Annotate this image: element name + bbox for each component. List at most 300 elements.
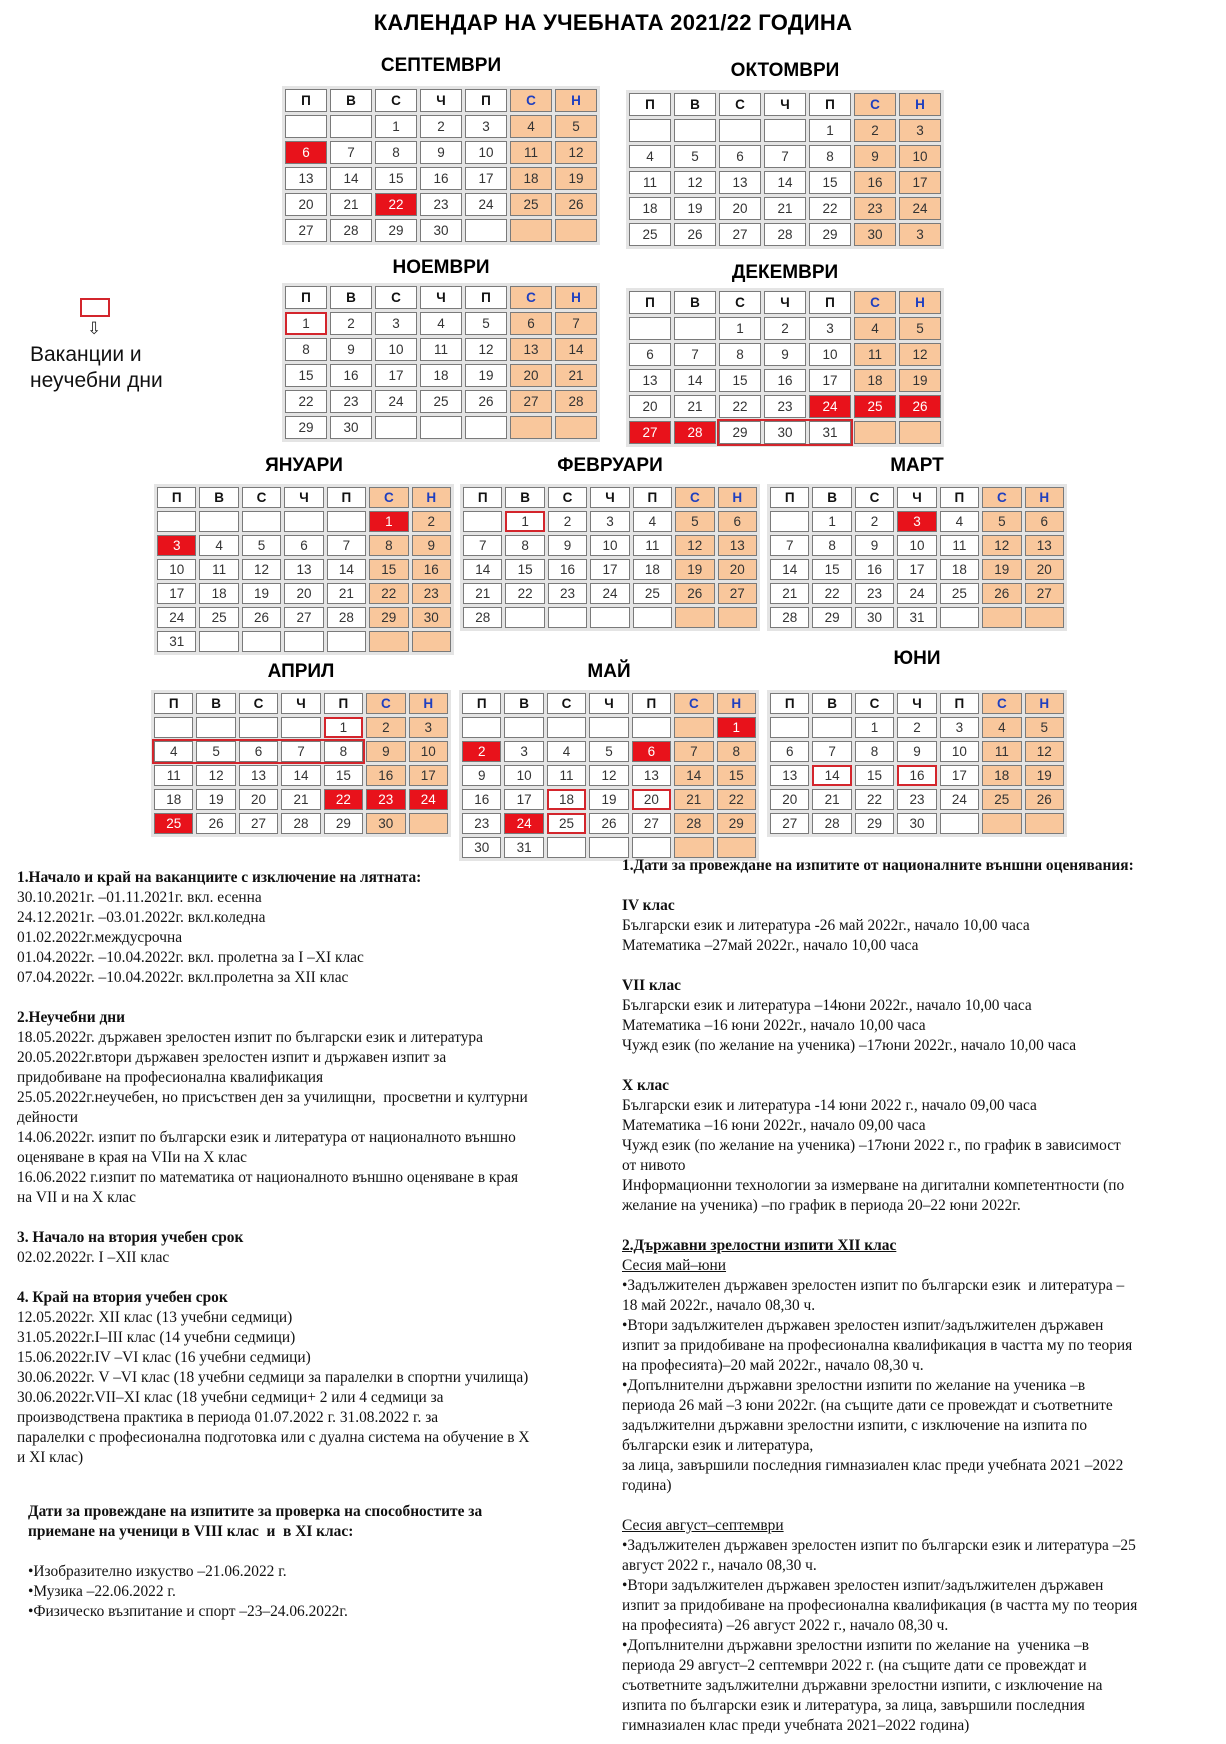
day-cell: 14 <box>812 765 851 786</box>
day-cell: 8 <box>375 141 417 164</box>
day-cell: 16 <box>366 765 405 786</box>
weekday-header: Ч <box>764 93 806 116</box>
day-cell: 7 <box>674 741 713 762</box>
weekday-header: Н <box>555 89 597 112</box>
empty-cell <box>510 219 552 242</box>
day-cell: 13 <box>632 765 671 786</box>
day-cell: 22 <box>375 193 417 216</box>
weekday-header: В <box>196 693 235 714</box>
notes-right-column <box>622 856 1212 1736</box>
day-cell: 2 <box>854 119 896 142</box>
empty-cell <box>854 421 896 444</box>
text-line: Български език и литература -14 юни 2022 г., начало 09,00 часа <box>622 1097 1037 1114</box>
day-cell: 10 <box>899 145 941 168</box>
day-cell: 24 <box>809 395 851 418</box>
day-cell: 26 <box>242 607 281 628</box>
text-line: изпит за придобиване на професионална квалификация в частта му по теория <box>622 1337 1133 1354</box>
empty-cell <box>284 511 323 532</box>
section-heading: 3. Начало на втория учебен срок <box>17 1229 244 1246</box>
day-cell: 27 <box>632 813 671 834</box>
weekday-header: С <box>719 93 761 116</box>
day-cell: 10 <box>940 741 979 762</box>
calendar-grid <box>767 484 1067 631</box>
day-cell: 23 <box>420 193 462 216</box>
empty-cell <box>242 511 281 532</box>
day-cell: 19 <box>675 559 714 580</box>
day-cell: 21 <box>281 789 320 810</box>
day-cell: 16 <box>412 559 451 580</box>
day-cell: 13 <box>718 535 757 556</box>
day-cell: 6 <box>629 343 671 366</box>
empty-cell <box>719 119 761 142</box>
day-cell: 27 <box>629 421 671 444</box>
text-line: на професията) –26 август 2022 г., начало 08,30 ч. <box>622 1617 949 1634</box>
weekday-header: С <box>674 693 713 714</box>
paragraph-gap <box>28 1542 588 1562</box>
day-cell: 13 <box>285 167 327 190</box>
day-cell: 17 <box>157 583 196 604</box>
day-cell: 15 <box>285 364 327 387</box>
empty-cell <box>633 607 672 628</box>
day-cell: 17 <box>465 167 507 190</box>
text-line: •Физическо възпитание и спорт –23–24.06.2022г. <box>28 1603 348 1620</box>
day-cell: 3 <box>899 119 941 142</box>
day-cell: 20 <box>285 193 327 216</box>
weekday-header: Ч <box>764 291 806 314</box>
day-cell: 18 <box>199 583 238 604</box>
paragraph-gap <box>622 876 1212 896</box>
empty-cell <box>199 631 238 652</box>
weekday-header: П <box>154 693 193 714</box>
day-cell: 16 <box>462 789 501 810</box>
weekday-header: П <box>632 693 671 714</box>
text-line: за лица, завършили последния гимназиален клас преди учебната 2021 –2022 <box>622 1457 1124 1474</box>
text-line: Математика –16 юни 2022г., начало 10,00 часа <box>622 1017 926 1034</box>
day-cell: 12 <box>465 338 507 361</box>
text-line: •Музика –22.06.2022 г. <box>28 1583 176 1600</box>
day-cell: 5 <box>555 115 597 138</box>
text-line: •Допълнителни държавни зрелостни изпити по желание на ученика –в <box>622 1637 1089 1654</box>
day-cell: 28 <box>770 607 809 628</box>
day-cell: 27 <box>510 390 552 413</box>
day-cell: 12 <box>1025 741 1064 762</box>
day-cell: 14 <box>674 765 713 786</box>
empty-cell <box>327 631 366 652</box>
weekday-header: Ч <box>897 487 936 508</box>
day-cell: 18 <box>547 789 586 810</box>
day-cell: 22 <box>285 390 327 413</box>
empty-cell <box>940 813 979 834</box>
day-cell: 12 <box>196 765 235 786</box>
day-cell: 9 <box>330 338 372 361</box>
weekday-header: П <box>770 487 809 508</box>
page-title: КАЛЕНДАР НА УЧЕБНАТА 2021/22 ГОДИНА <box>373 10 853 35</box>
day-cell: 13 <box>239 765 278 786</box>
day-cell: 20 <box>1025 559 1064 580</box>
day-cell: 10 <box>375 338 417 361</box>
weekday-header: П <box>629 93 671 116</box>
text-line: Сесия май–юни <box>622 1257 727 1274</box>
paragraph-gap <box>622 1216 1212 1236</box>
weekday-header: Н <box>1025 487 1064 508</box>
section-heading: 1.Дати за провеждане на изпитите от националните външни оценявания: <box>622 857 1134 874</box>
day-cell: 5 <box>465 312 507 335</box>
day-cell: 15 <box>719 369 761 392</box>
day-cell: 2 <box>764 317 806 340</box>
day-cell: 9 <box>855 535 894 556</box>
day-cell: 8 <box>369 535 408 556</box>
day-cell: 7 <box>764 145 806 168</box>
day-cell: 22 <box>717 789 756 810</box>
day-cell: 5 <box>674 145 716 168</box>
day-cell: 21 <box>770 583 809 604</box>
day-cell: 31 <box>157 631 196 652</box>
day-cell: 24 <box>590 583 629 604</box>
down-arrow-icon: ⇩ <box>87 319 102 339</box>
empty-cell <box>547 717 586 738</box>
day-cell: 20 <box>770 789 809 810</box>
day-cell: 24 <box>940 789 979 810</box>
day-cell: 26 <box>899 395 941 418</box>
weekday-header: П <box>463 487 502 508</box>
day-cell: 3 <box>899 223 941 246</box>
day-cell: 13 <box>629 369 671 392</box>
empty-cell <box>420 416 462 439</box>
day-cell: 16 <box>420 167 462 190</box>
day-cell: 4 <box>940 511 979 532</box>
calendar-grid <box>626 288 944 447</box>
empty-cell <box>284 631 323 652</box>
day-cell: 8 <box>285 338 327 361</box>
empty-cell <box>510 416 552 439</box>
text-line: и XI клас) <box>17 1449 84 1466</box>
weekday-header: Ч <box>284 487 323 508</box>
day-cell: 1 <box>285 312 327 335</box>
day-cell: 18 <box>633 559 672 580</box>
day-cell: 24 <box>899 197 941 220</box>
day-cell: 14 <box>764 171 806 194</box>
day-cell: 24 <box>157 607 196 628</box>
day-cell: 5 <box>675 511 714 532</box>
day-cell: 11 <box>629 171 671 194</box>
text-line: 01.04.2022г. –10.04.2022г. вкл. пролетна за I –XI клас <box>17 949 364 966</box>
day-cell: 5 <box>982 511 1021 532</box>
day-cell: 22 <box>809 197 851 220</box>
day-cell: 27 <box>1025 583 1064 604</box>
section-heading: 2.Държавни зрелостни изпити XII клас <box>622 1237 897 1254</box>
day-cell: 23 <box>855 583 894 604</box>
weekday-header: С <box>375 89 417 112</box>
day-cell: 4 <box>854 317 896 340</box>
day-cell: 31 <box>897 607 936 628</box>
day-cell: 1 <box>809 119 851 142</box>
weekday-header: П <box>629 291 671 314</box>
calendar-grid <box>460 484 760 631</box>
day-cell: 2 <box>855 511 894 532</box>
text-line: 07.04.2022г. –10.04.2022г. вкл.пролетна за XII клас <box>17 969 349 986</box>
empty-cell <box>157 511 196 532</box>
text-line: 14.06.2022г. изпит по български език и литература от националното външно <box>17 1129 516 1146</box>
calendar-grid <box>626 90 944 249</box>
day-cell: 7 <box>327 535 366 556</box>
day-cell: 17 <box>409 765 448 786</box>
month-title: ЯНУАРИ <box>265 455 343 476</box>
day-cell: 2 <box>548 511 587 532</box>
day-cell: 31 <box>809 421 851 444</box>
day-cell: 5 <box>196 741 235 762</box>
section-heading: 4. Край на втория учебен срок <box>17 1289 228 1306</box>
day-cell: 22 <box>812 583 851 604</box>
text-line: 01.02.2022г.междусрочна <box>17 929 183 946</box>
day-cell: 15 <box>812 559 851 580</box>
text-line: Български език и литература -26 май 2022г., начало 10,00 часа <box>622 917 1030 934</box>
day-cell: 25 <box>854 395 896 418</box>
month-title: ДЕКЕМВРИ <box>731 262 839 283</box>
weekday-header: П <box>285 286 327 309</box>
day-cell: 6 <box>1025 511 1064 532</box>
day-cell: 30 <box>330 416 372 439</box>
text-line: •Допълнителни държавни зрелостни изпити по желание на ученика –в <box>622 1377 1086 1394</box>
day-cell: 1 <box>855 717 894 738</box>
day-cell: 16 <box>548 559 587 580</box>
text-line: август 2022 г., начало 08,30 ч. <box>622 1557 817 1574</box>
paragraph-gap <box>622 956 1212 976</box>
text-line: съответните задължителни държавни зрелостни изпити, с изключение на <box>622 1677 1103 1694</box>
empty-cell <box>589 837 628 858</box>
day-cell: 4 <box>982 717 1021 738</box>
day-cell: 5 <box>589 741 628 762</box>
weekday-header: П <box>809 93 851 116</box>
day-cell: 15 <box>855 765 894 786</box>
day-cell: 23 <box>366 789 405 810</box>
day-cell: 2 <box>412 511 451 532</box>
paragraph-gap <box>622 1056 1212 1076</box>
day-cell: 7 <box>770 535 809 556</box>
day-cell: 11 <box>420 338 462 361</box>
weekday-header: П <box>324 693 363 714</box>
day-cell: 15 <box>505 559 544 580</box>
weekday-header: С <box>375 286 417 309</box>
text-line: 16.06.2022 г.изпит по математика от националното външно оценяване в края <box>17 1169 519 1186</box>
weekday-header: П <box>809 291 851 314</box>
empty-cell <box>675 607 714 628</box>
weekday-header: П <box>462 693 501 714</box>
weekday-header: С <box>239 693 278 714</box>
day-cell: 15 <box>717 765 756 786</box>
day-cell: 3 <box>409 717 448 738</box>
day-cell: 27 <box>239 813 278 834</box>
day-cell: 6 <box>632 741 671 762</box>
day-cell: 9 <box>412 535 451 556</box>
day-cell: 8 <box>717 741 756 762</box>
empty-cell <box>764 119 806 142</box>
weekday-header: С <box>510 89 552 112</box>
day-cell: 9 <box>548 535 587 556</box>
day-cell: 28 <box>674 421 716 444</box>
day-cell: 6 <box>239 741 278 762</box>
empty-cell <box>718 607 757 628</box>
day-cell: 26 <box>1025 789 1064 810</box>
day-cell: 3 <box>157 535 196 556</box>
month-title: МАЙ <box>587 661 631 682</box>
day-cell: 12 <box>982 535 1021 556</box>
weekday-header: П <box>940 487 979 508</box>
day-cell: 29 <box>285 416 327 439</box>
weekday-header: С <box>547 693 586 714</box>
text-line: Математика –16 юни 2022г., начало 09,00 часа <box>622 1117 926 1134</box>
day-cell: 28 <box>674 813 713 834</box>
weekday-header: В <box>674 291 716 314</box>
day-cell: 2 <box>420 115 462 138</box>
month-title: СЕПТЕМВРИ <box>380 55 502 76</box>
day-cell: 13 <box>284 559 323 580</box>
section-heading: VII клас <box>622 977 681 994</box>
text-line: 18 май 2022г., начало 08,30 ч. <box>622 1297 816 1314</box>
day-cell: 19 <box>674 197 716 220</box>
day-cell: 30 <box>420 219 462 242</box>
day-cell: 19 <box>589 789 628 810</box>
weekday-header: П <box>633 487 672 508</box>
day-cell: 26 <box>196 813 235 834</box>
day-cell: 7 <box>812 741 851 762</box>
empty-cell <box>463 511 502 532</box>
day-cell: 27 <box>719 223 761 246</box>
text-line: 24.12.2021г. –03.01.2022г. вкл.коледна <box>17 909 266 926</box>
section-heading: 2.Неучебни дни <box>17 1009 125 1026</box>
day-cell: 23 <box>462 813 501 834</box>
admission-exams-block <box>28 1502 588 1622</box>
weekday-header: Н <box>555 286 597 309</box>
day-cell: 29 <box>719 421 761 444</box>
empty-cell <box>412 631 451 652</box>
day-cell: 15 <box>809 171 851 194</box>
day-cell: 20 <box>239 789 278 810</box>
day-cell: 26 <box>555 193 597 216</box>
notes-left-column <box>17 868 607 1468</box>
text-line: от нивото <box>622 1157 686 1174</box>
day-cell: 28 <box>281 813 320 834</box>
day-cell: 25 <box>633 583 672 604</box>
month-title: ФЕВРУАРИ <box>557 455 663 476</box>
day-cell: 19 <box>196 789 235 810</box>
text-line: производствена практика в периода 01.07.2022 г. 31.08.2022 г. за <box>17 1409 439 1426</box>
day-cell: 11 <box>547 765 586 786</box>
day-cell: 3 <box>897 511 936 532</box>
day-cell: 25 <box>199 607 238 628</box>
empty-cell <box>812 717 851 738</box>
day-cell: 9 <box>854 145 896 168</box>
day-cell: 28 <box>764 223 806 246</box>
empty-cell <box>199 511 238 532</box>
section-heading: IV клас <box>622 897 675 914</box>
weekday-header: С <box>854 93 896 116</box>
weekday-header: С <box>369 487 408 508</box>
day-cell: 10 <box>504 765 543 786</box>
day-cell: 16 <box>764 369 806 392</box>
empty-cell <box>465 416 507 439</box>
weekday-header: В <box>504 693 543 714</box>
calendar-grid <box>282 283 600 442</box>
empty-cell <box>674 837 713 858</box>
day-cell: 3 <box>590 511 629 532</box>
day-cell: 23 <box>412 583 451 604</box>
weekday-header: В <box>330 286 372 309</box>
day-cell: 14 <box>555 338 597 361</box>
empty-cell <box>1025 607 1064 628</box>
day-cell: 18 <box>940 559 979 580</box>
day-cell: 14 <box>281 765 320 786</box>
day-cell: 4 <box>199 535 238 556</box>
text-line: 02.02.2022г. I –XII клас <box>17 1249 170 1266</box>
day-cell: 26 <box>589 813 628 834</box>
text-line: •Втори задължителен държавен зрелостен изпит/задължителен държавен <box>622 1577 1104 1594</box>
text-line: Математика –27май 2022г., начало 10,00 часа <box>622 937 919 954</box>
day-cell: 24 <box>504 813 543 834</box>
day-cell: 20 <box>719 197 761 220</box>
day-cell: 21 <box>674 789 713 810</box>
day-cell: 30 <box>366 813 405 834</box>
weekday-header: В <box>505 487 544 508</box>
text-line: година) <box>622 1477 672 1494</box>
day-cell: 21 <box>555 364 597 387</box>
day-cell: 20 <box>629 395 671 418</box>
empty-cell <box>629 119 671 142</box>
day-cell: 9 <box>420 141 462 164</box>
day-cell: 19 <box>242 583 281 604</box>
text-line: 30.06.2022г.VII–XI клас (18 учебни седмици+ 2 или 4 седмици за <box>17 1389 444 1406</box>
text-line: 25.05.2022г.неучебен, но присъствен ден за училищни, просветни и културни <box>17 1089 528 1106</box>
day-cell: 22 <box>719 395 761 418</box>
text-line: •Втори задължителен държавен зрелостен изпит/задължителен държавен <box>622 1317 1104 1334</box>
day-cell: 15 <box>369 559 408 580</box>
text-line: 30.06.2022г. V –VI клас (18 учебни седмици за паралелки в спортни училища) <box>17 1369 529 1386</box>
day-cell: 14 <box>463 559 502 580</box>
weekday-header: Н <box>717 693 756 714</box>
weekday-header: С <box>366 693 405 714</box>
day-cell: 20 <box>718 559 757 580</box>
day-cell: 6 <box>770 741 809 762</box>
weekday-header: В <box>674 93 716 116</box>
text-line: 30.10.2021г. –01.11.2021г. вкл. есенна <box>17 889 262 906</box>
empty-cell <box>281 717 320 738</box>
day-cell: 8 <box>324 741 363 762</box>
text-line: задължителни държавни зрелостни изпити, с изключение на изпита по <box>622 1417 1088 1434</box>
day-cell: 3 <box>375 312 417 335</box>
day-cell: 18 <box>982 765 1021 786</box>
day-cell: 25 <box>629 223 671 246</box>
day-cell: 19 <box>1025 765 1064 786</box>
weekday-header: С <box>982 693 1021 714</box>
day-cell: 6 <box>719 145 761 168</box>
day-cell: 29 <box>812 607 851 628</box>
text-line: Сесия август–септември <box>622 1517 784 1534</box>
day-cell: 12 <box>242 559 281 580</box>
day-cell: 23 <box>330 390 372 413</box>
month-title: НОЕМВРИ <box>392 257 490 278</box>
day-cell: 24 <box>375 390 417 413</box>
calendar-grid <box>459 690 759 861</box>
empty-cell <box>285 115 327 138</box>
empty-cell <box>1025 813 1064 834</box>
calendar-grid <box>154 484 454 655</box>
empty-cell <box>674 119 716 142</box>
weekday-header: С <box>548 487 587 508</box>
day-cell: 22 <box>855 789 894 810</box>
weekday-header: В <box>812 487 851 508</box>
day-cell: 8 <box>505 535 544 556</box>
legend-line-2: неучебни дни <box>30 369 163 392</box>
day-cell: 22 <box>505 583 544 604</box>
